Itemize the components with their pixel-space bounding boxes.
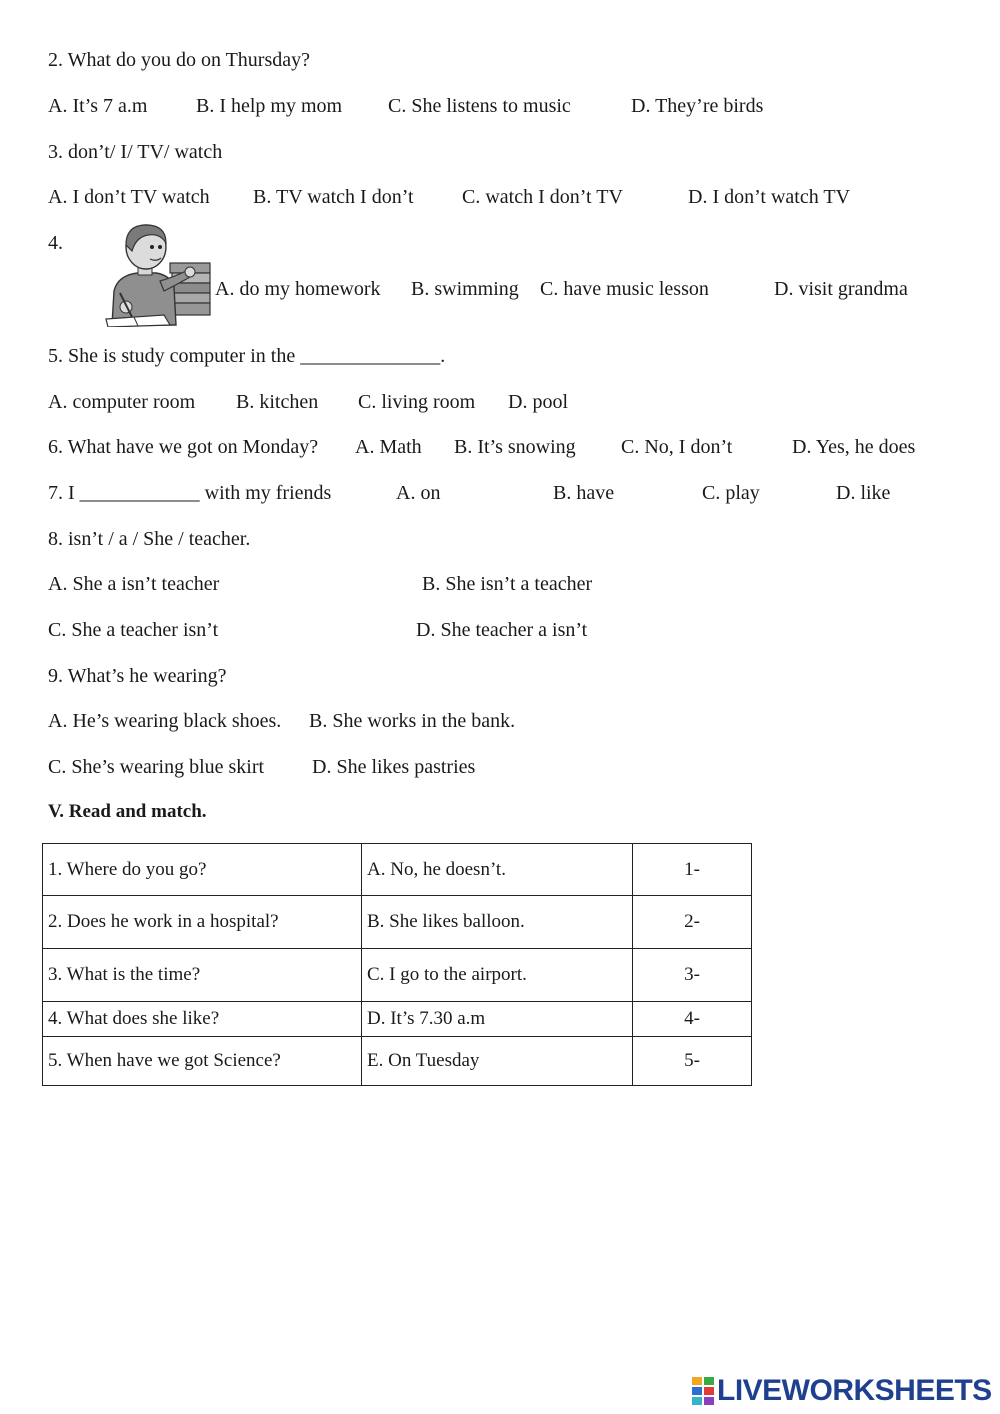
q6-option-a[interactable]: A. Math (355, 436, 422, 458)
match-row (43, 949, 752, 1002)
q4-option-c[interactable]: C. have music lesson (540, 278, 709, 300)
q9-option-a[interactable]: A. He’s wearing black shoes. (48, 710, 282, 732)
question-8: 8. isn’t / a / She / teacher. (48, 528, 251, 550)
question-6: 6. What have we got on Monday? (48, 436, 319, 458)
student-homework-picture (104, 221, 214, 327)
q9-option-b[interactable]: B. She works in the bank. (309, 710, 516, 732)
q7-option-c[interactable]: C. play (702, 482, 760, 504)
q3-option-c[interactable]: C. watch I don’t TV (462, 186, 623, 208)
q2-option-c[interactable]: C. She listens to music (388, 95, 571, 117)
match-answer: A. No, he doesn’t. (362, 844, 633, 896)
match-answer: C. I go to the airport. (362, 949, 633, 1002)
match-answer: E. On Tuesday (362, 1037, 633, 1086)
q4-option-a[interactable]: A. do my homework (215, 278, 381, 300)
q4-option-d[interactable]: D. visit grandma (774, 278, 908, 300)
section-heading-read-and-match: V. Read and match. (48, 801, 207, 822)
liveworksheets-brand-text: LIVEWORKSHEETS (717, 1374, 992, 1407)
match-question: 3. What is the time? (43, 949, 362, 1002)
q4-option-b[interactable]: B. swimming (411, 278, 519, 300)
q2-option-d[interactable]: D. They’re birds (631, 95, 764, 117)
liveworksheets-logo (692, 1373, 992, 1409)
match-answer-slot[interactable]: 4- (633, 1002, 752, 1037)
q3-option-b[interactable]: B. TV watch I don’t (253, 186, 414, 208)
match-answer: B. She likes balloon. (362, 896, 633, 949)
q2-option-a[interactable]: A. It’s 7 a.m (48, 95, 148, 117)
question-3: 3. don’t/ I/ TV/ watch (48, 141, 223, 163)
question-7: 7. I ____________ with my friends (48, 482, 332, 504)
q6-option-d[interactable]: D. Yes, he does (792, 436, 916, 458)
q9-option-c[interactable]: C. She’s wearing blue skirt (48, 756, 265, 778)
q3-option-a[interactable]: A. I don’t TV watch (48, 186, 210, 208)
q9-option-d[interactable]: D. She likes pastries (312, 756, 476, 778)
q2-option-b[interactable]: B. I help my mom (196, 95, 343, 117)
q8-option-c[interactable]: C. She a teacher isn’t (48, 619, 219, 641)
match-row (43, 1002, 752, 1037)
q8-option-a[interactable]: A. She a isn’t teacher (48, 573, 220, 595)
q8-option-d[interactable]: D. She teacher a isn’t (416, 619, 588, 641)
match-answer: D. It’s 7.30 a.m (362, 1002, 633, 1037)
match-answer-slot[interactable]: 3- (633, 949, 752, 1002)
q7-option-b[interactable]: B. have (553, 482, 615, 504)
match-question: 4. What does she like? (43, 1002, 362, 1037)
q5-option-d[interactable]: D. pool (508, 391, 568, 413)
q7-option-d[interactable]: D. like (836, 482, 891, 504)
question-9: 9. What’s he wearing? (48, 665, 227, 687)
match-table (42, 843, 752, 1086)
q8-option-b[interactable]: B. She isn’t a teacher (422, 573, 593, 595)
q3-option-d[interactable]: D. I don’t watch TV (688, 186, 851, 208)
match-question: 2. Does he work in a hospital? (43, 896, 362, 949)
match-answer-slot[interactable]: 5- (633, 1037, 752, 1086)
q5-option-b[interactable]: B. kitchen (236, 391, 319, 413)
match-question: 5. When have we got Science? (43, 1037, 362, 1086)
q7-option-a[interactable]: A. on (396, 482, 441, 504)
q6-option-b[interactable]: B. It’s snowing (454, 436, 576, 458)
q5-option-c[interactable]: C. living room (358, 391, 476, 413)
match-answer-slot[interactable]: 2- (633, 896, 752, 949)
question-2: 2. What do you do on Thursday? (48, 49, 311, 71)
match-row (43, 896, 752, 949)
q6-option-c[interactable]: C. No, I don’t (621, 436, 733, 458)
match-answer-slot[interactable]: 1- (633, 844, 752, 896)
question-5: 5. She is study computer in the ______________. (48, 345, 446, 367)
q5-option-a[interactable]: A. computer room (48, 391, 196, 413)
match-row (43, 1037, 752, 1086)
match-row (43, 844, 752, 896)
liveworksheets-logo-icon (692, 1377, 714, 1405)
match-question: 1. Where do you go? (43, 844, 362, 896)
question-4-number: 4. (48, 232, 63, 254)
